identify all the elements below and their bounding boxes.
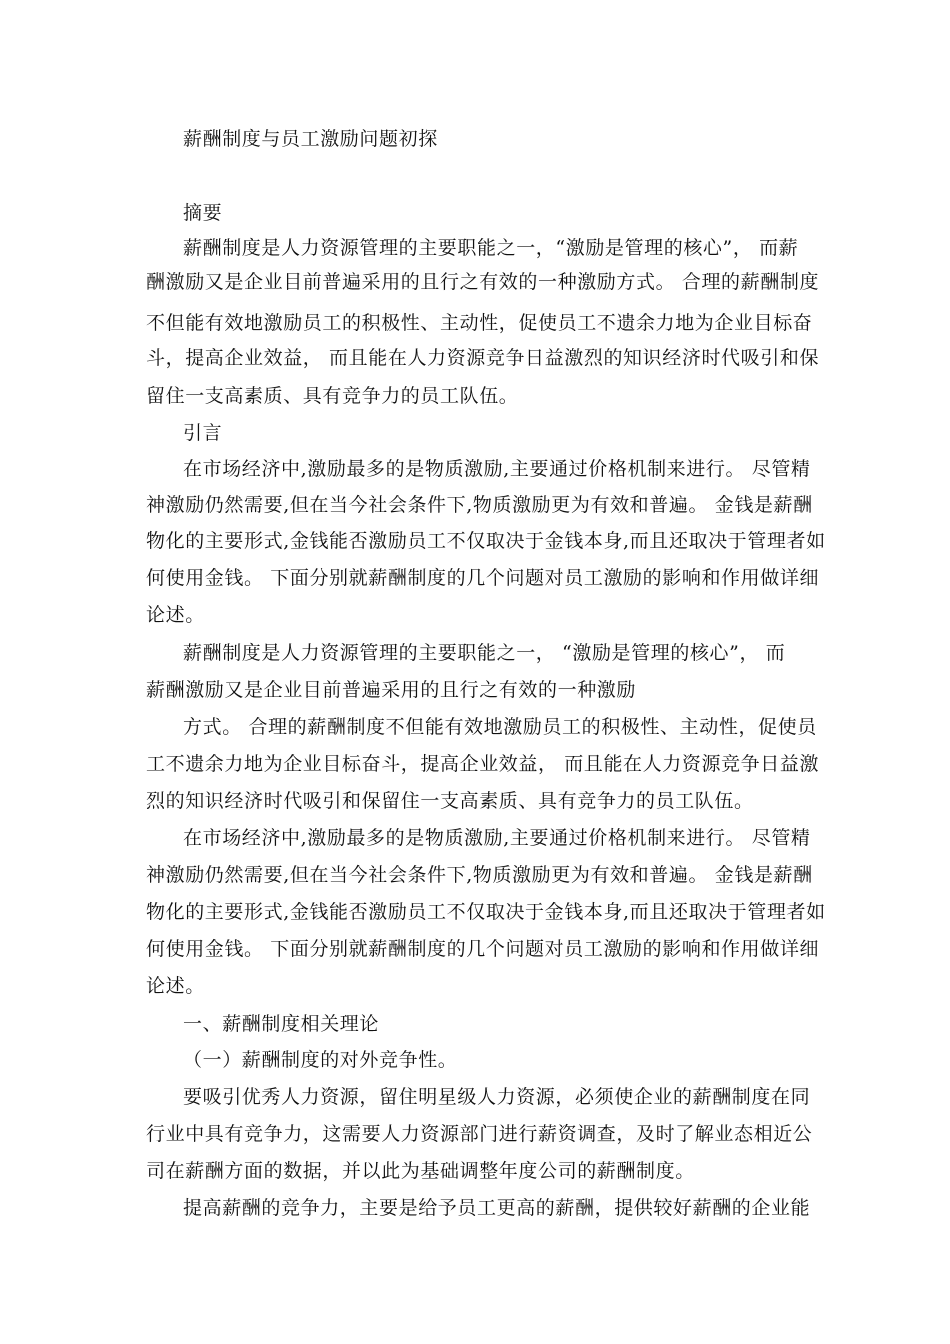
intro-line: 物化的主要形式,金钱能否激励员工不仅取决于金钱本身,而且还取决于管理者如 xyxy=(146,530,826,552)
paragraph-line: 论述。 xyxy=(146,975,205,997)
paragraph-line: 薪酬制度是人力资源管理的主要职能之一， “激励是管理的核心”， 而 xyxy=(183,642,786,664)
intro-line: 论述。 xyxy=(146,604,205,626)
intro-line: 神激励仍然需要,但在当今社会条件下,物质激励更为有效和普遍。 金钱是薪酬 xyxy=(146,494,813,516)
abstract-line: 薪酬制度是人力资源管理的主要职能之一，“激励是管理的核心”， 而薪 xyxy=(183,237,799,259)
paragraph-line: 物化的主要形式,金钱能否激励员工不仅取决于金钱本身,而且还取决于管理者如 xyxy=(146,901,826,923)
paragraph-line: 司在薪酬方面的数据，并以此为基础调整年度公司的薪酬制度。 xyxy=(146,1160,695,1182)
document-title: 薪酬制度与员工激励问题初探 xyxy=(183,128,438,150)
paragraph-line: 何使用金钱。 下面分别就薪酬制度的几个问题对员工激励的影响和作用做详细 xyxy=(146,938,820,960)
paragraph-line: 神激励仍然需要,但在当今社会条件下,物质激励更为有效和普遍。 金钱是薪酬 xyxy=(146,864,813,886)
abstract-line: 酬激励又是企业目前普遍采用的且行之有效的一种激励方式。 合理的薪酬制度 xyxy=(146,271,820,293)
paragraph-line: 薪酬激励又是企业目前普遍采用的且行之有效的一种激励 xyxy=(146,679,637,701)
paragraph-line: 要吸引优秀人力资源，留住明星级人力资源，必须使企业的薪酬制度在同 xyxy=(183,1086,811,1108)
abstract-heading: 摘要 xyxy=(183,202,223,224)
paragraph-line: 在市场经济中,激励最多的是物质激励,主要通过价格机制来进行。 尽管精 xyxy=(183,827,811,849)
abstract-line: 不但能有效地激励员工的积极性、主动性，促使员工不遗余力地为企业目标奋 xyxy=(146,312,813,334)
intro-line: 何使用金钱。 下面分别就薪酬制度的几个问题对员工激励的影响和作用做详细 xyxy=(146,567,820,589)
paragraph-line: 行业中具有竞争力，这需要人力资源部门进行薪资调查，及时了解业态相近公 xyxy=(146,1123,813,1145)
abstract-line: 留住一支高素质、具有竞争力的员工队伍。 xyxy=(146,385,519,407)
intro-heading: 引言 xyxy=(183,422,223,444)
paragraph-line: 烈的知识经济时代吸引和保留住一支高素质、具有竞争力的员工队伍。 xyxy=(146,790,754,812)
intro-line: 在市场经济中,激励最多的是物质激励,主要通过价格机制来进行。 尽管精 xyxy=(183,458,811,480)
paragraph-line: 方式。 合理的薪酬制度不但能有效地激励员工的积极性、主动性，促使员 xyxy=(183,716,817,738)
paragraph-line: 工不遗余力地为企业目标奋斗，提高企业效益， 而且能在人力资源竞争日益激 xyxy=(146,753,820,775)
subsection-heading: （一）薪酬制度的对外竞争性。 xyxy=(183,1049,458,1071)
abstract-line: 斗，提高企业效益， 而且能在人力资源竞争日益激烈的知识经济时代吸引和保 xyxy=(146,347,820,369)
paragraph-line: 提高薪酬的竞争力，主要是给予员工更高的薪酬，提供较好薪酬的企业能 xyxy=(183,1197,811,1219)
section-heading: 一、薪酬制度相关理论 xyxy=(183,1013,380,1035)
